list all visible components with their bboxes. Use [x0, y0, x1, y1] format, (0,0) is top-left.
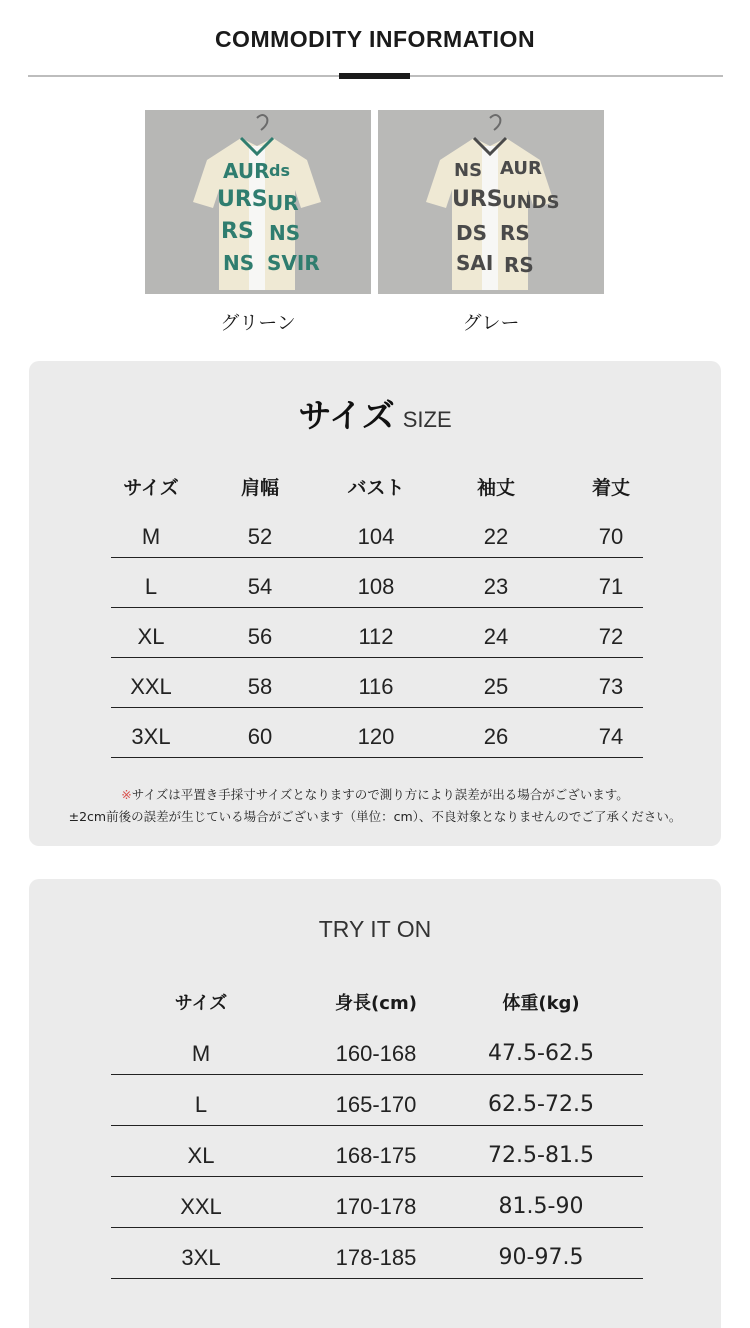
note-mark: ※	[121, 787, 132, 802]
table-cell: 116	[358, 674, 394, 699]
table-cell: 72	[598, 624, 624, 649]
table-cell: 71	[598, 574, 624, 599]
table-cell: 3XL	[181, 1245, 221, 1270]
svg-text:AUR: AUR	[500, 158, 542, 179]
svg-text:ds: ds	[269, 161, 290, 180]
size-table-header	[111, 465, 643, 505]
table-cell: 170-178	[335, 1194, 417, 1219]
table-cell: XL	[137, 624, 165, 649]
try-table-body	[111, 1024, 643, 1279]
table-row	[111, 658, 643, 708]
table-cell: 26	[483, 724, 509, 749]
table-cell: 22	[483, 524, 509, 549]
table-cell: 47.5-62.5	[488, 1041, 594, 1066]
table-row	[111, 558, 643, 608]
svg-text:UNDS: UNDS	[502, 192, 560, 213]
table-cell: 120	[357, 724, 395, 749]
table-cell: 74	[598, 724, 624, 749]
table-cell: 52	[247, 524, 273, 549]
svg-text:RS: RS	[500, 221, 530, 245]
table-cell: 108	[357, 574, 395, 599]
table-row	[111, 608, 643, 658]
table-cell: 160-168	[335, 1041, 417, 1066]
svg-text:RS: RS	[221, 219, 254, 244]
table-row	[111, 508, 643, 558]
header-sleeve: 袖丈	[476, 477, 515, 499]
product-caption-green: グリーン	[220, 312, 296, 334]
header-length: 着丈	[591, 477, 630, 499]
svg-text:SVIR: SVIR	[267, 251, 320, 275]
table-row	[111, 1177, 643, 1228]
svg-text:DS: DS	[456, 221, 488, 245]
title-accent-bar	[339, 73, 410, 79]
table-cell: 72.5-81.5	[488, 1143, 594, 1168]
table-cell: 58	[247, 674, 273, 699]
svg-text:RS: RS	[504, 253, 534, 277]
table-cell: L	[194, 1092, 208, 1117]
header-size: サイズ	[174, 993, 228, 1014]
size-note-line-1	[29, 785, 721, 803]
table-cell: 178-185	[335, 1245, 417, 1270]
table-cell: M	[191, 1041, 211, 1066]
size-note-line-2: ±2cm前後の誤差が生じている場合がございます（単位：cm）、不良対象となりませんのでご了承ください。	[68, 809, 682, 824]
table-cell: 112	[358, 624, 394, 649]
table-cell: 54	[247, 574, 273, 599]
svg-text:SAI: SAI	[456, 251, 494, 275]
header-shoulder: 肩幅	[240, 477, 279, 499]
header-size: サイズ	[123, 477, 179, 499]
shirt-photo-green-icon	[145, 110, 371, 294]
table-cell: 73	[598, 674, 624, 699]
table-cell: 168-175	[335, 1143, 417, 1168]
table-cell: 25	[483, 674, 509, 699]
svg-text:UR: UR	[267, 191, 299, 215]
table-cell: XXL	[130, 674, 172, 699]
svg-text:NS: NS	[454, 160, 483, 181]
product-photo-green[interactable]	[145, 110, 371, 294]
svg-text:NS: NS	[223, 251, 255, 275]
header-bust: バスト	[347, 477, 405, 499]
size-heading-en: SIZE	[402, 407, 452, 432]
table-cell: 56	[247, 624, 273, 649]
table-cell: 90-97.5	[498, 1245, 584, 1270]
try-on-heading: TRY IT ON	[318, 916, 432, 942]
svg-text:URS: URS	[452, 187, 503, 212]
table-cell: 23	[483, 574, 509, 599]
table-cell: 165-170	[335, 1092, 417, 1117]
size-heading-jp: サイズ	[298, 396, 395, 435]
size-chart-heading	[0, 390, 750, 437]
header-height: 身長(cm)	[335, 993, 417, 1014]
table-cell: 81.5-90	[498, 1194, 584, 1219]
table-cell: 60	[247, 724, 273, 749]
table-cell: XL	[187, 1143, 215, 1168]
svg-text:URS: URS	[217, 187, 268, 212]
table-row	[111, 708, 643, 758]
section-title: COMMODITY INFORMATION	[214, 26, 536, 52]
table-cell: 70	[598, 524, 624, 549]
product-photo-gray[interactable]	[378, 110, 604, 294]
table-row	[111, 1024, 643, 1075]
header-weight: 体重(kg)	[502, 993, 580, 1014]
table-row	[111, 1075, 643, 1126]
table-cell: M	[141, 524, 161, 549]
note-text-1: サイズは平置き手採寸サイズとなりますので測り方により誤差が出る場合がございます。	[131, 787, 629, 802]
try-table-header	[111, 985, 643, 1021]
product-caption-gray: グレー	[462, 312, 520, 334]
table-cell: 104	[357, 524, 395, 549]
table-cell: L	[144, 574, 158, 599]
table-cell: 3XL	[131, 724, 171, 749]
table-cell: 62.5-72.5	[488, 1092, 594, 1117]
table-row	[111, 1228, 643, 1279]
size-table-body	[111, 508, 643, 758]
svg-text:NS: NS	[269, 221, 301, 245]
svg-text:AUR: AUR	[223, 159, 270, 183]
table-cell: XXL	[180, 1194, 222, 1219]
table-cell: 24	[483, 624, 509, 649]
table-row	[111, 1126, 643, 1177]
shirt-photo-gray-icon	[378, 110, 604, 294]
